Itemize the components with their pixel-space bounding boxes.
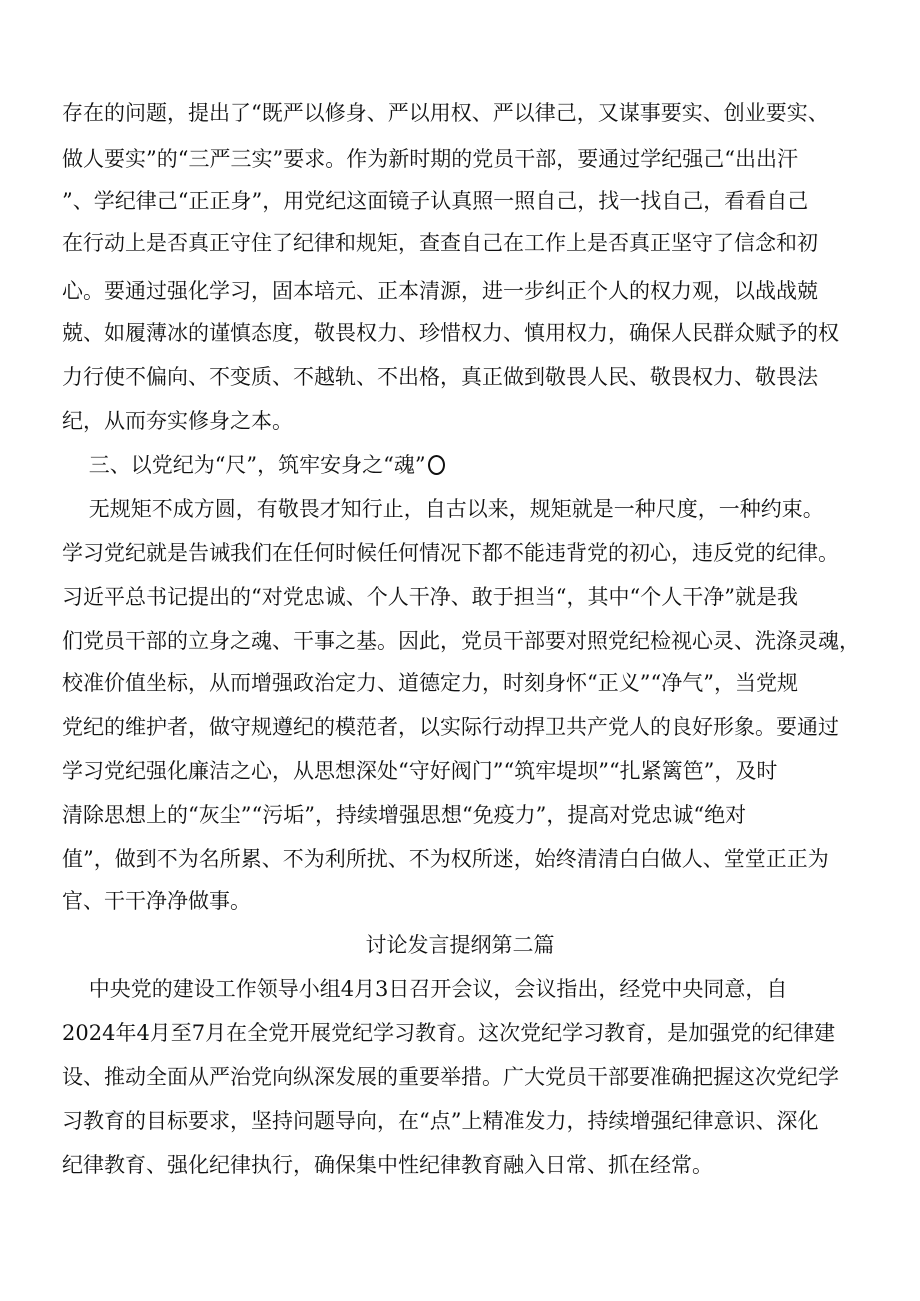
chapter-title: 讨论发言提纲第二篇 [365,933,555,957]
text-line: 值”，做到不为名所累、不为利所扰、不为权所迷，始终清清白白做人、堂堂正正为 [62,847,829,871]
text-line: 做人要实”的“三严三实”要求。作为新时期的党员干部，要通过学纪强己“出出汗 [62,147,798,171]
text-line: 党纪的维护者，做守规遵纪的模范者，以实际行动捍卫共产党人的良好形象。要通过 [62,715,839,739]
text-line: 力行使不偏向、不变质、不越轨、不出格，真正做到敬畏人民、敬畏权力、敬畏法 [62,365,818,389]
section-heading-wrap [62,452,445,478]
text-line: 学习党纪就是告诫我们在任何时候任何情况下都不能违背党的初心，违反党的纪律。 [62,541,839,565]
text-line: 心。要通过强化学习，固本培元、正本清源，进一步纠正个人的权力观，以战战兢 [62,279,818,303]
text-line: 们党员干部的立身之魂、干事之基。因此，党员干部要对照党纪检视心灵、洗涤灵魂， [62,629,860,653]
text-line: 存在的问题，提出了“既严以修身、严以用权、严以律己，又谋事要实、创业要实、 [62,101,829,125]
text-line: ”、学纪律己“正正身”，用党纪这面镜子认真照一照自己，找一找自己，看看自己 [62,189,809,213]
text-line: 清除思想上的“灰尘”“污垢”，持续增强思想“免疫力”，提高对党忠诚“绝对 [62,803,747,827]
text-line: 学习党纪强化廉洁之心，从思想深处“守好阀门”“筑牢堤坝”“扎紧篱笆”，及时 [62,759,778,783]
section-heading: 三、以党纪为“尺”，筑牢安身之“魂” [62,453,426,477]
text-line: 在行动上是否真正守住了纪律和规矩，查查自己在工作上是否真正坚守了信念和初 [62,231,818,255]
text-line: 设、推动全面从严治党向纵深发展的重要举措。广大党员干部要准确把握这次党纪学 [62,1065,839,1089]
text-line: 纪律教育、强化纪律执行，确保集中性纪律教育融入日常、抓在经常。 [62,1153,713,1177]
circle-mark-icon [428,455,445,475]
text-line: 习近平总书记提出的“对党忠诚、个人干净、敢于担当“，其中“个人干净”就是我 [62,585,798,609]
text-line: 2024年4月至7月在全党开展党纪学习教育。这次党纪学习教育，是加强党的纪律建 [62,1021,836,1045]
text-line: 官、干干净净做事。 [62,889,251,913]
text-line: 无规矩不成方圆，有敬畏才知行止，自古以来，规矩就是一种尺度，一种约束。 [62,497,824,521]
text-line: 纪，从而夯实修身之本。 [62,409,293,433]
text-line: 校准价值坐标，从而增强政治定力、道德定力，时刻身怀“正义”“净气”，当党规 [62,671,798,695]
text-line: 中央党的建设工作领导小组4月3日召开会议，会议指出，经党中央同意，自 [62,977,788,1001]
text-line: 兢、如履薄冰的谨慎态度，敬畏权力、珍惜权力、慎用权力，确保人民群众赋予的权 [62,321,839,345]
text-line: 习教育的目标要求，坚持问题导向，在“点”上精准发力，持续增强纪律意识、深化 [62,1109,819,1133]
